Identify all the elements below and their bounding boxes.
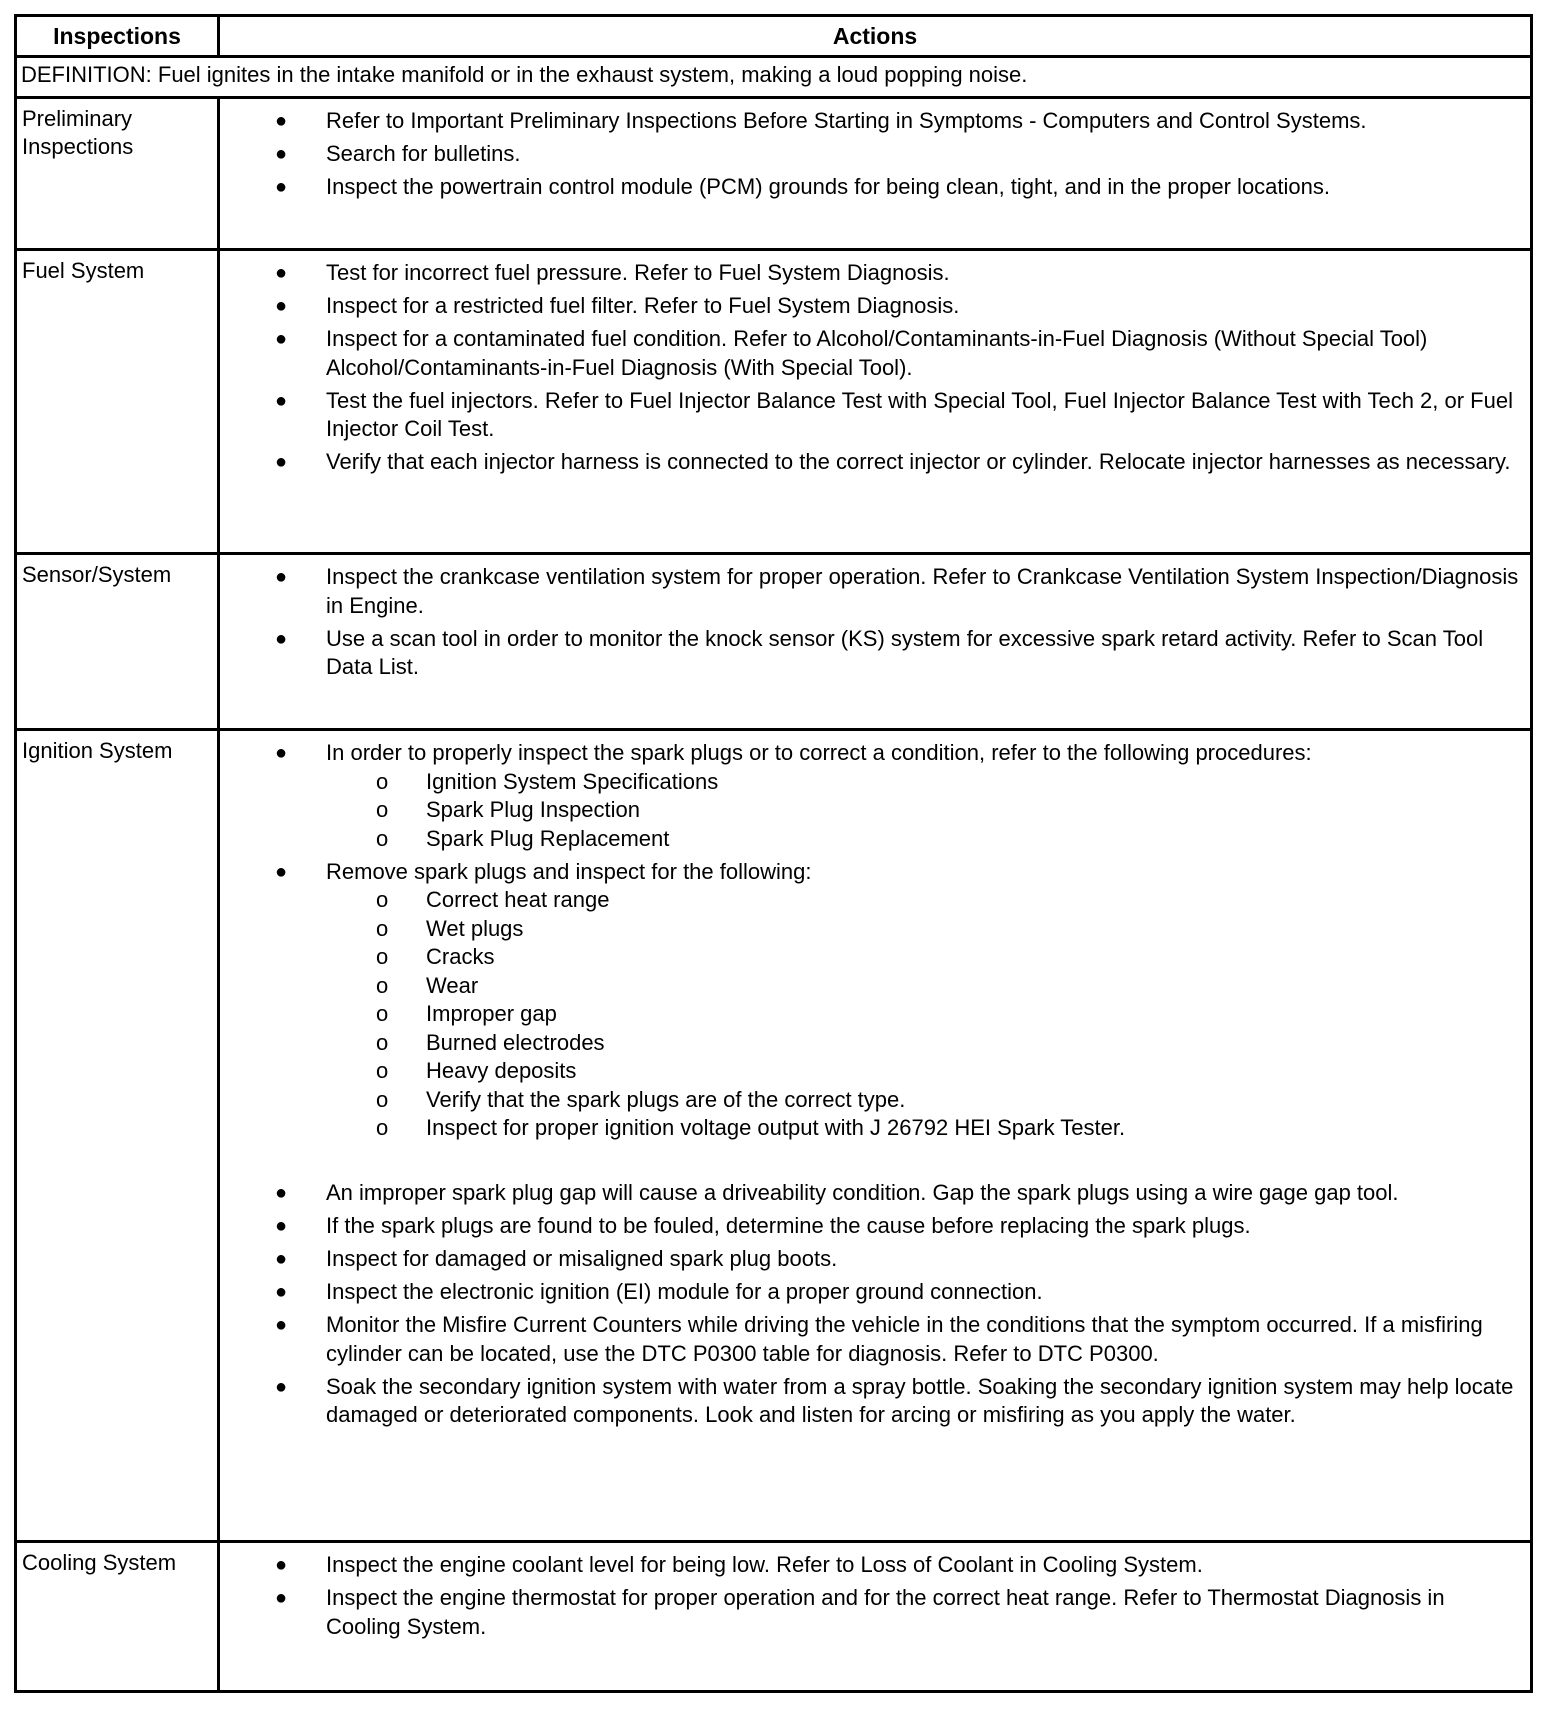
action-text: If the spark plugs are found to be fouled, determine the cause before replacing the spark plugs. [326,1213,1251,1238]
action-text: Search for bulletins. [326,141,521,166]
sub-list-item [326,1029,1524,1058]
action-list [220,259,1524,477]
actions-cooling [219,1542,1532,1692]
circle-bullet-icon: o [376,768,389,794]
action-text: Inspect for damaged or misaligned spark plug boots. [326,1246,838,1271]
sub-list [326,768,1524,854]
action-list [220,739,1524,1430]
header-row [16,16,1532,57]
sub-action-text: Ignition System Specifications [426,768,719,794]
list-item [220,1179,1524,1208]
action-text: Test the fuel injectors. Refer to Fuel Injector Balance Test with Special Tool, Fuel Injector Balance Test with Tech 2, or Fuel Injector Coil Test. [326,387,1513,441]
list-item [220,563,1524,620]
list-item [220,1245,1524,1274]
action-text: Use a scan tool in order to monitor the knock sensor (KS) system for excessive spark retard activity. Refer to Scan Tool Data List. [326,625,1484,679]
bullet-icon: ● [275,1248,288,1270]
sub-action-text: Wet plugs [426,915,524,941]
circle-bullet-icon: o [376,1115,389,1140]
action-text: Monitor the Misfire Current Counters while driving the vehicle in the conditions that the symptom occurred. If a misfiring cylinder can be located, use the DTC P0300 table for diagnosis. Refer to DTC P0300. [326,1312,1483,1366]
sub-list-item [326,972,1524,1001]
action-list [220,107,1524,202]
sub-list [326,886,1524,1143]
bullet-icon: ● [275,860,288,883]
list-spacer [326,1143,1524,1175]
bullet-icon: ● [275,328,288,350]
action-text: Inspect the electronic ignition (EI) module for a proper ground connection. [326,1279,1043,1304]
inspection-label-preliminary: Preliminary Inspections [16,98,219,250]
sub-list-item [326,915,1524,944]
bullet-icon: ● [275,1215,288,1237]
circle-bullet-icon: o [376,1058,389,1083]
list-item [220,325,1524,382]
action-text: Inspect the crankcase ventilation system for proper operation. Refer to Crankcase Ventilation System Inspection/Diagnosis in Engine. [326,564,1519,618]
sub-list-item [326,796,1524,825]
inspection-label-fuel: Fuel System [16,250,219,554]
bullet-icon: ● [275,1182,288,1204]
row-sensor [16,554,1532,730]
action-text: An improper spark plug gap will cause a driveability condition. Gap the spark plugs using a wire gage gap tool. [326,1180,1399,1205]
sub-list-item [326,1114,1524,1143]
sub-action-text: Spark Plug Inspection [426,797,641,822]
action-text: Inspect the powertrain control module (PCM) grounds for being clean, tight, and in the proper locations. [326,174,1330,199]
action-text: Test for incorrect fuel pressure. Refer to Fuel System Diagnosis. [326,260,950,285]
sub-list-item [326,1057,1524,1086]
bullet-icon: ● [275,451,288,473]
bullet-icon: ● [275,143,288,165]
action-text: In order to properly inspect the spark plugs or to correct a condition, refer to the following procedures: [326,740,1312,765]
row-cooling [16,1542,1532,1692]
actions-preliminary [219,98,1532,250]
bullet-icon: ● [275,389,288,412]
bullet-icon: ● [275,176,288,198]
actions-fuel [219,250,1532,554]
bullet-icon: ● [275,1375,288,1398]
sub-list-item [326,768,1524,797]
sub-action-text: Verify that the spark plugs are of the correct type. [426,1086,906,1112]
inspection-label-ignition: Ignition System [16,730,219,1542]
bullet-icon: ● [275,1281,288,1303]
bullet-icon: ● [275,262,288,284]
action-list [220,563,1524,682]
list-item [220,107,1524,136]
list-item [220,1212,1524,1241]
list-item [220,259,1524,288]
header-inspections: Inspections [16,16,219,57]
definition-text: DEFINITION: Fuel ignites in the intake manifold or in the exhaust system, making a loud popping noise. [16,57,1532,98]
sub-action-text: Spark Plug Replacement [426,825,670,851]
sub-action-text: Improper gap [426,1001,557,1026]
sub-list-item [326,886,1524,915]
action-text: Remove spark plugs and inspect for the following: [326,858,812,884]
row-preliminary [16,98,1532,250]
circle-bullet-icon: o [376,887,389,912]
sub-action-text: Heavy deposits [426,1058,577,1083]
bullet-icon: ● [275,295,288,317]
circle-bullet-icon: o [376,1001,389,1026]
sub-action-text: Correct heat range [426,887,610,912]
action-text: Inspect for a restricted fuel filter. Refer to Fuel System Diagnosis. [326,293,960,318]
list-item [220,1584,1524,1641]
list-item [220,387,1524,444]
list-item [220,173,1524,202]
list-item [220,1373,1524,1430]
bullet-icon: ● [275,742,288,764]
inspection-table-sheet [14,14,1530,1693]
bullet-icon: ● [275,1554,288,1576]
sub-list-item [326,943,1524,972]
sub-action-text: Inspect for proper ignition voltage output with J 26792 HEI Spark Tester. [426,1115,1126,1140]
list-item [220,858,1524,1175]
bullet-icon: ● [275,566,288,588]
list-item [220,739,1524,853]
action-list [220,1551,1524,1641]
sub-action-text: Cracks [426,944,495,969]
sub-list-item [326,1086,1524,1115]
sub-action-text: Wear [426,972,479,998]
inspection-label-cooling: Cooling System [16,1542,219,1692]
definition-row [16,57,1532,98]
circle-bullet-icon: o [376,797,389,822]
circle-bullet-icon: o [376,1086,389,1112]
circle-bullet-icon: o [376,944,389,969]
list-item [220,292,1524,321]
sub-action-text: Burned electrodes [426,1029,605,1055]
sub-list-item [326,1000,1524,1029]
circle-bullet-icon: o [376,972,389,998]
bullet-icon: ● [275,1587,288,1609]
circle-bullet-icon: o [376,825,389,851]
row-fuel [16,250,1532,554]
action-text: Inspect the engine thermostat for proper operation and for the correct heat range. Refer to Thermostat Diagnosis in Cooling System. [326,1585,1445,1639]
actions-ignition [219,730,1532,1542]
action-text: Inspect for a contaminated fuel condition. Refer to Alcohol/Contaminants-in-Fuel Diagnosis (Without Special Tool) Alcohol/Contaminants-in-Fuel Diagnosis (With Special Tool). [326,326,1428,380]
actions-sensor [219,554,1532,730]
circle-bullet-icon: o [376,915,389,941]
list-item [220,140,1524,169]
action-text: Inspect the engine coolant level for being low. Refer to Loss of Coolant in Cooling System. [326,1552,1203,1577]
inspection-label-sensor: Sensor/System [16,554,219,730]
header-actions: Actions [219,16,1532,57]
action-text: Verify that each injector harness is connected to the correct injector or cylinder. Relocate injector harnesses as necessary. [326,449,1511,474]
sub-list-item [326,825,1524,854]
action-text: Soak the secondary ignition system with water from a spray bottle. Soaking the secondary ignition system may help locate damaged or deteriorated components. Look and listen for arcing or misfiring as you apply the water. [326,1373,1514,1427]
bullet-icon: ● [275,627,288,650]
bullet-icon: ● [275,1314,288,1336]
circle-bullet-icon: o [376,1029,389,1055]
row-ignition [16,730,1532,1542]
list-item [220,1311,1524,1368]
list-item [220,625,1524,682]
list-item [220,1278,1524,1307]
bullet-icon: ● [275,110,288,132]
inspection-table [14,14,1533,1693]
list-item [220,1551,1524,1580]
list-item [220,448,1524,477]
action-text: Refer to Important Preliminary Inspections Before Starting in Symptoms - Computers and Control Systems. [326,108,1367,133]
